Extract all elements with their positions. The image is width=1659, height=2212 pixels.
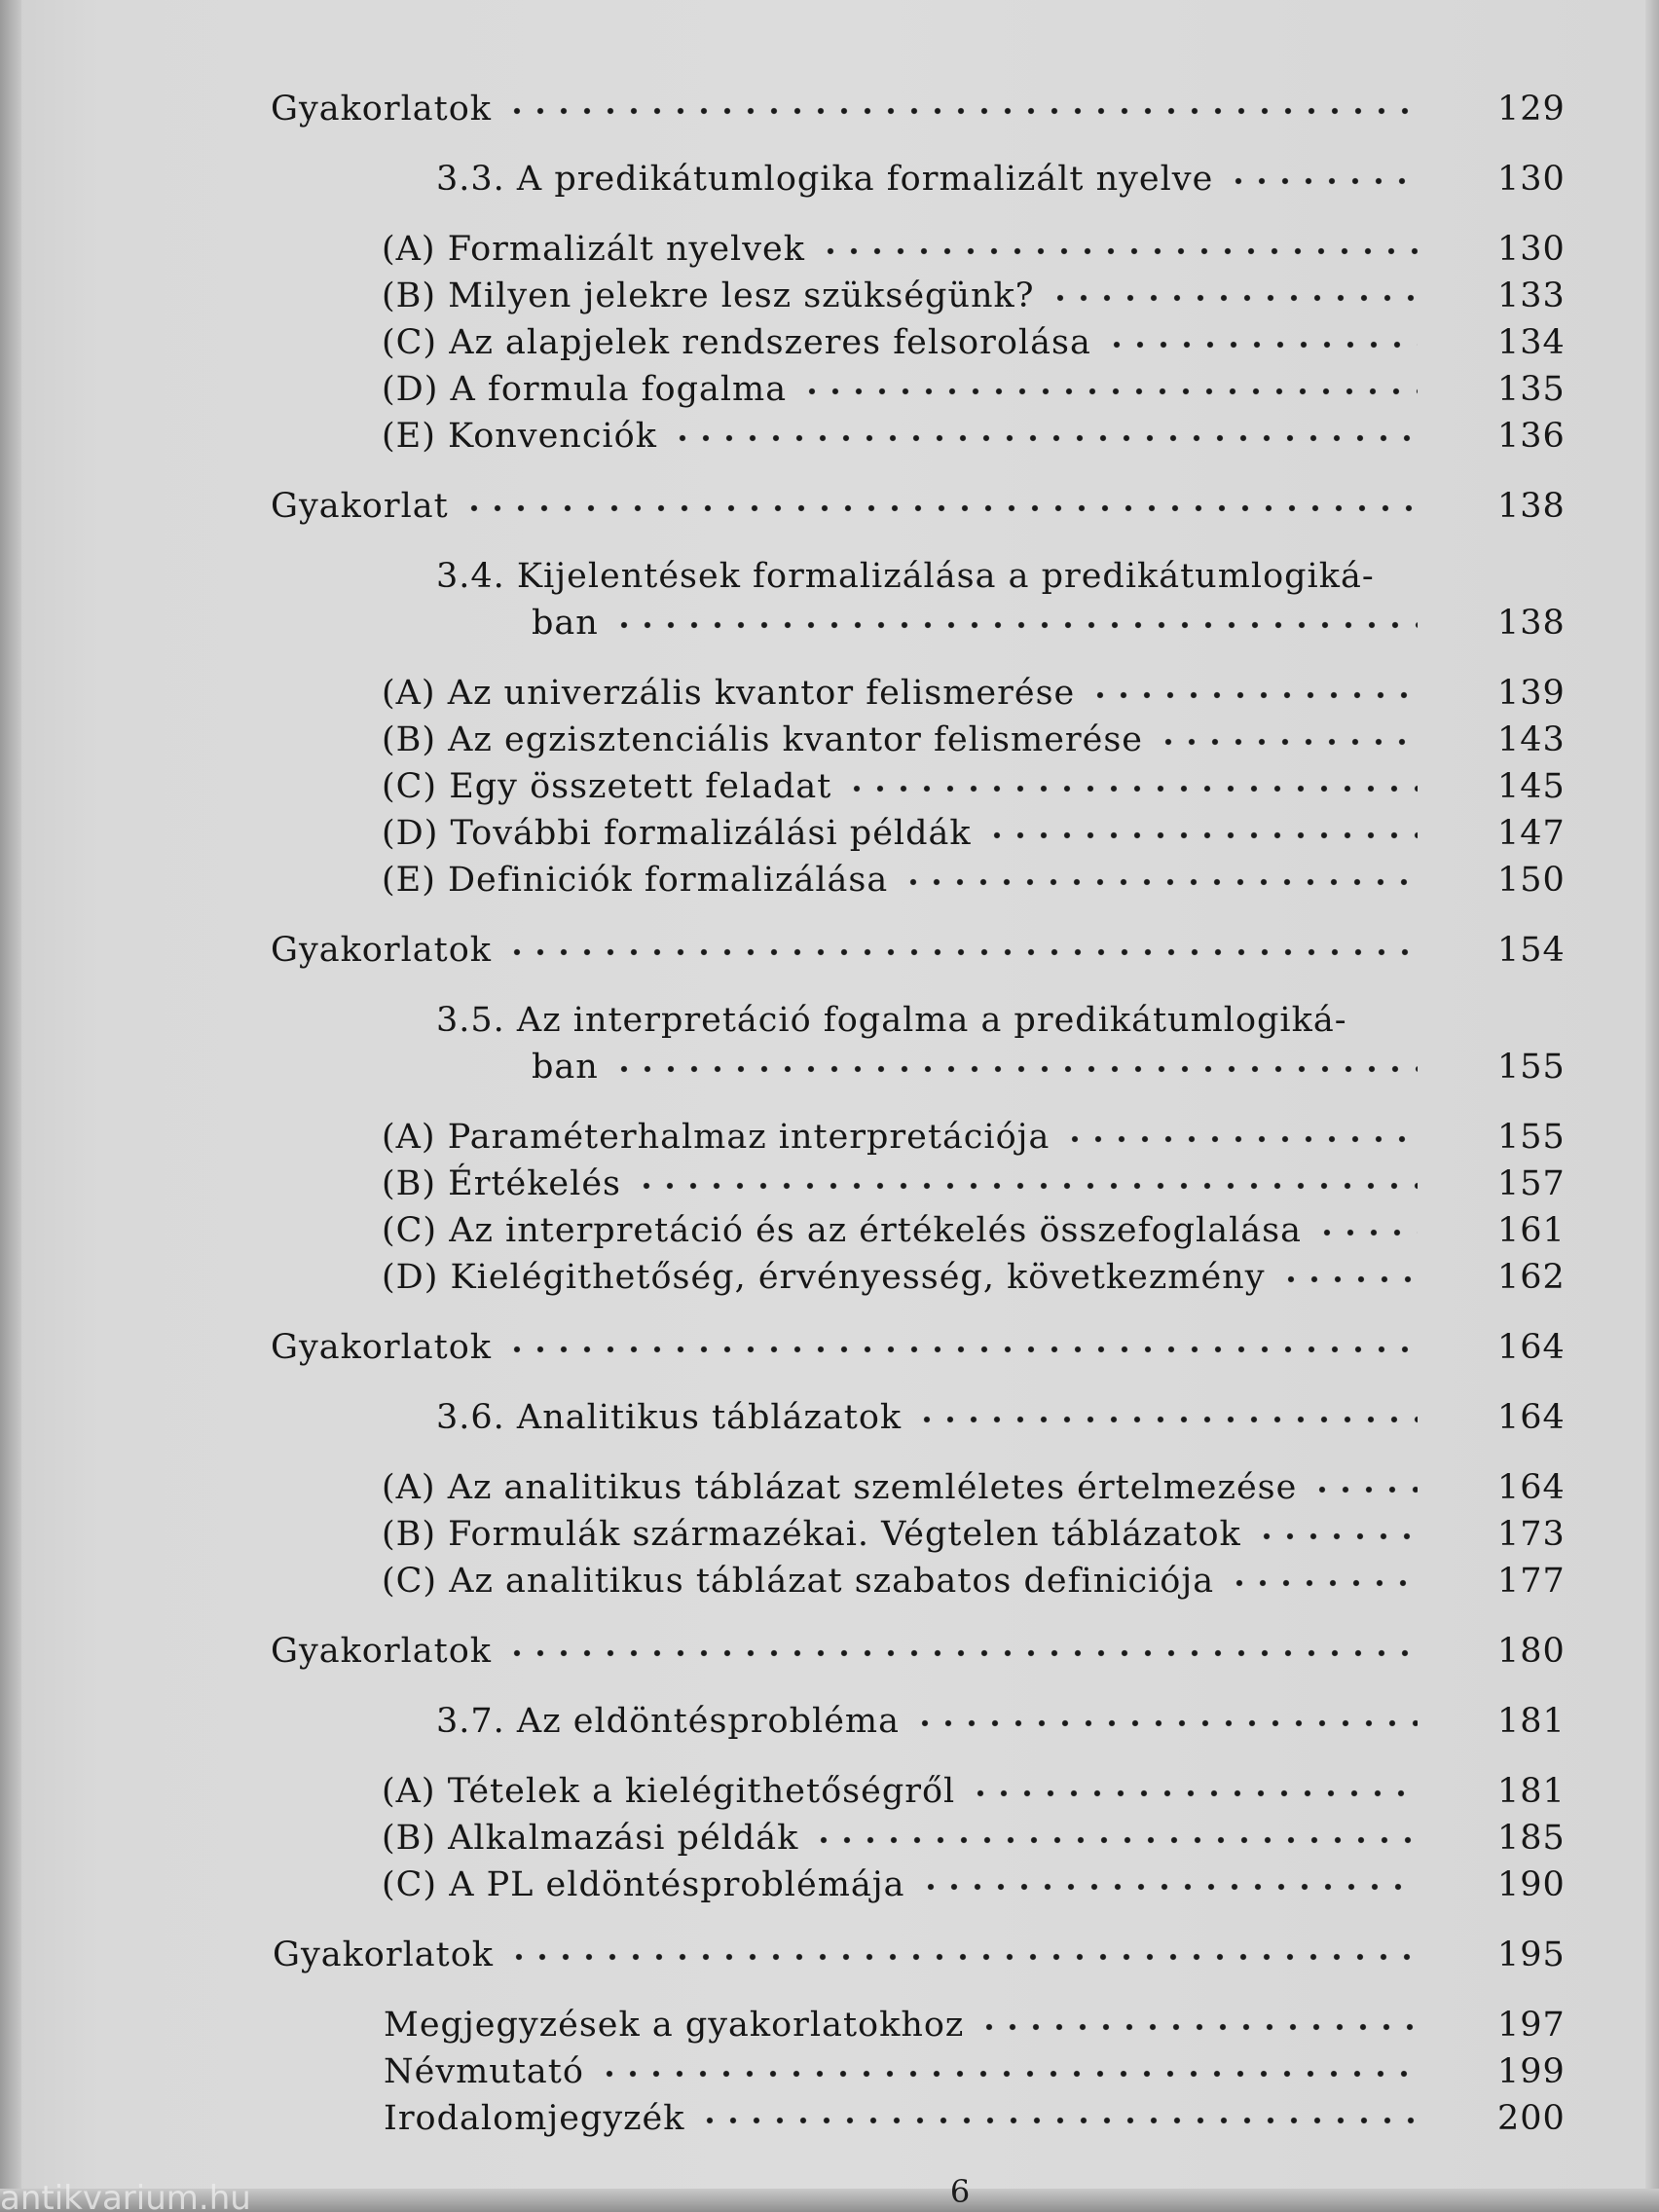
toc-entry-subsection [382,1862,1429,1908]
toc-entry-subsection [382,810,1429,857]
toc-entry-subsection [382,1207,1429,1254]
dot-leader [505,940,1418,964]
toc-entry-label-continued: ban [532,604,599,643]
dot-leader [812,1828,1418,1852]
toc-entry-exercises [271,483,1429,530]
toc-entry-label: (B) Alkalmazási példák [382,1819,799,1858]
dot-leader [1105,333,1418,356]
toc-entry-label: Névmutató [384,2052,584,2091]
toc-entry-subsection [382,1511,1429,1558]
toc-entry-page: 135 [1497,370,1566,409]
toc-entry-label: (B) Milyen jelekre lesz szükségünk? [382,276,1035,315]
dot-leader [919,1875,1419,1899]
dot-leader [977,2015,1418,2039]
toc-entry-subsection [382,763,1429,810]
toc-entry-page: 164 [1497,1468,1566,1507]
toc-entry-subsection [382,273,1429,319]
toc-entry-section [436,997,1429,1044]
toc-entry-subsection [382,1815,1429,1862]
toc-entry-back-matter [384,2048,1429,2095]
toc-entry-label: 3.6. Analitikus táblázatok [436,1398,903,1437]
dot-leader [612,613,1418,637]
toc-entry-page: 138 [1497,487,1566,526]
toc-entry-label: Gyakorlat [271,487,449,526]
dot-leader [612,1057,1418,1081]
toc-entry-section [436,553,1429,600]
toc-entry-page: 129 [1497,90,1566,129]
toc-entry-label: (C) Az alapjelek rendszeres felsorolása [382,323,1091,362]
toc-entry-page: 161 [1497,1211,1566,1250]
dot-leader [505,99,1418,123]
toc-entry-exercises [271,1628,1429,1675]
toc-entry-page: 195 [1497,1936,1566,1974]
page-folio: 6 [949,2173,971,2210]
toc-entry-page: 190 [1497,1865,1566,1904]
dot-leader [1255,1525,1418,1548]
dot-leader [1063,1127,1418,1151]
toc-entry-section [436,1394,1429,1441]
toc-entry-page: 133 [1497,276,1566,315]
toc-entry-subsection [382,319,1429,366]
toc-entry-label: 3.4. Kijelentések formalizálása a predikátumlogiká- [436,557,1375,596]
page-edge-left [0,0,21,2212]
toc-entry-subsection [382,226,1429,273]
toc-entry-subsection [382,1768,1429,1815]
toc-entry-label: 3.7. Az eldöntésprobléma [436,1702,900,1741]
toc-entry-page: 185 [1497,1819,1566,1858]
dot-leader [462,497,1418,520]
dot-leader [671,426,1418,450]
toc-entry-exercises [271,927,1429,974]
toc-entry-exercises [271,1324,1429,1371]
toc-entry-section-continued [532,1044,1429,1090]
toc-entry-page: 181 [1497,1702,1566,1741]
toc-entry-subsection [382,413,1429,460]
toc-entry-label: (A) Formalizált nyelvek [382,230,805,269]
toc-entry-page: 177 [1497,1562,1566,1601]
toc-entry-page: 164 [1497,1328,1566,1367]
toc-entry-label: Irodalomjegyzék [384,2099,685,2138]
toc-entry-page: 130 [1497,160,1566,199]
dot-leader [1279,1268,1419,1291]
toc-entry-label: (E) Konvenciók [382,417,657,456]
dot-leader [1088,683,1418,707]
toc-entry-page: 134 [1497,323,1566,362]
toc-entry-page: 130 [1497,230,1566,269]
dot-leader [507,1945,1418,1969]
toc-entry-page: 180 [1497,1632,1566,1671]
toc-entry-page: 136 [1497,417,1566,456]
toc-entry-page: 164 [1497,1398,1566,1437]
toc-entry-page: 154 [1497,931,1566,970]
toc-entry-label: Gyakorlatok [271,931,493,970]
dot-leader [819,240,1418,263]
toc-entry-label: (A) Paraméterhalmaz interpretációja [382,1118,1051,1157]
toc-entry-label: (D) A formula fogalma [382,370,788,409]
toc-entry-label: (E) Definiciók formalizálása [382,861,889,900]
toc-entry-exercises [271,86,1429,132]
toc-entry-label: (C) Az analitikus táblázat szabatos definiciója [382,1562,1215,1601]
toc-entry-label: (A) Az univerzális kvantor felismerése [382,674,1076,713]
toc-entry-subsection [382,717,1429,763]
toc-entry-subsection [382,366,1429,413]
dot-leader [635,1174,1418,1198]
toc-entry-exercises [273,1932,1429,1978]
toc-entry-page: 155 [1497,1048,1566,1087]
toc-entry-section [436,1698,1429,1745]
toc-entry-section [436,156,1429,203]
toc-entry-label: (D) Kielégithetőség, érvényesség, következmény [382,1258,1266,1297]
toc-entry-label: 3.5. Az interpretáció fogalma a predikátumlogiká- [436,1001,1347,1040]
page-edge-right [1645,0,1659,2212]
dot-leader [598,2062,1418,2085]
toc-entry-label: Megjegyzések a gyakorlatokhoz [384,2006,965,2045]
dot-leader [969,1782,1418,1805]
dot-leader [1228,1571,1418,1595]
toc-entry-label: (A) Az analitikus táblázat szemléletes értelmezése [382,1468,1298,1507]
toc-entry-subsection [382,1161,1429,1207]
toc-entry-page: 139 [1497,674,1566,713]
toc-entry-back-matter [384,2095,1429,2142]
toc-entry-subsection [382,1464,1429,1511]
toc-entry-label: (C) Egy összetett feladat [382,767,832,806]
dot-leader [845,777,1418,800]
dot-leader [1227,169,1418,193]
toc-entry-page: 197 [1497,2006,1566,2045]
dot-leader [800,380,1418,403]
toc-entry-page: 143 [1497,720,1566,759]
dot-leader [915,1408,1418,1431]
toc-entry-section-continued [532,600,1429,646]
dot-leader [985,824,1418,847]
toc-entry-label: Gyakorlatok [271,1328,493,1367]
dot-leader [505,1338,1418,1361]
toc-entry-subsection [382,1114,1429,1161]
watermark: antikvarium.hu [0,2179,251,2212]
toc-entry-page: 145 [1497,767,1566,806]
toc-entry-page: 157 [1497,1164,1566,1203]
toc-entry-page: 138 [1497,604,1566,643]
dot-leader [1157,730,1418,754]
toc-entry-label-continued: ban [532,1048,599,1087]
toc-entry-label: (D) További formalizálási példák [382,814,972,853]
toc-entry-label: 3.3. A predikátumlogika formalizált nyelve [436,160,1214,199]
toc-entry-subsection [382,1558,1429,1604]
toc-entry-subsection [382,670,1429,717]
toc-entry-page: 173 [1497,1515,1566,1554]
dot-leader [698,2109,1418,2132]
toc-entry-page: 162 [1497,1258,1566,1297]
toc-entry-label: (C) A PL eldöntésproblémája [382,1865,905,1904]
toc-entry-page: 181 [1497,1772,1566,1811]
dot-leader [913,1712,1418,1735]
dot-leader [1315,1221,1418,1244]
toc-entry-page: 155 [1497,1118,1566,1157]
toc-entry-label: (C) Az interpretáció és az értékelés összefoglalása [382,1211,1302,1250]
toc-entry-subsection [382,1254,1429,1301]
dot-leader [1049,286,1418,310]
toc-entry-subsection [382,857,1429,903]
toc-entry-label: (B) Értékelés [382,1164,622,1203]
dot-leader [902,870,1418,894]
toc-entry-back-matter [384,2002,1429,2048]
toc-entry-page: 200 [1497,2099,1566,2138]
toc-entry-page: 199 [1497,2052,1566,2091]
toc-entry-label: (B) Formulák származékai. Végtelen táblázatok [382,1515,1241,1554]
toc-entry-label: Gyakorlatok [273,1936,495,1974]
toc-entry-label: (A) Tételek a kielégithetőségről [382,1772,956,1811]
toc-entry-label: (B) Az egzisztenciális kvantor felismerése [382,720,1144,759]
toc-entry-page: 147 [1497,814,1566,853]
toc-entry-label: Gyakorlatok [271,1632,493,1671]
toc-entry-page: 150 [1497,861,1566,900]
dot-leader [1310,1478,1418,1501]
dot-leader [505,1641,1418,1665]
toc-entry-label: Gyakorlatok [271,90,493,129]
